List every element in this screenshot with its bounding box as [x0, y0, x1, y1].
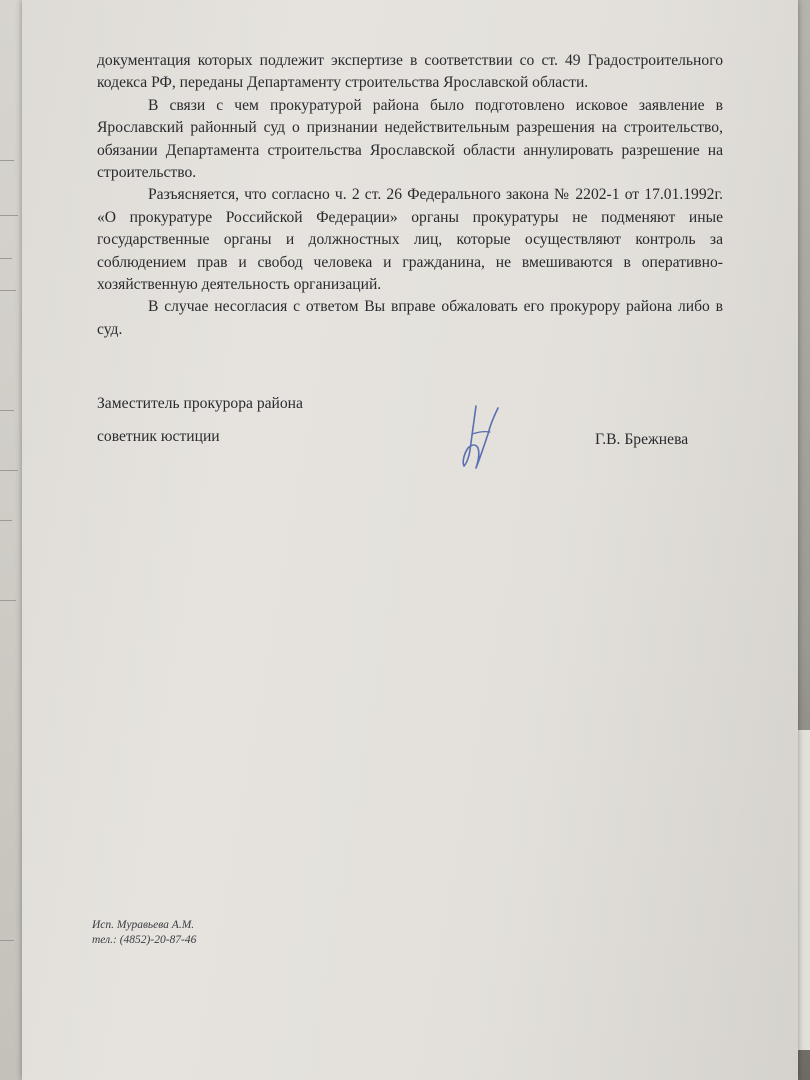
paper-edge-line	[0, 410, 14, 411]
executor-phone: тел.: (4852)-20-87-46	[92, 934, 197, 946]
letter-paragraph: документация которых подлежит экспертизе в соответствии со ст. 49 Градостроительного кодекса РФ, переданы Департаменту строительства Ярославской области.	[97, 52, 723, 92]
signatory-rank: советник юстиции	[97, 428, 220, 445]
signatory-name: Г.В. Брежнева	[595, 431, 689, 448]
executor-name: Исп. Муравьева А.М.	[92, 919, 195, 931]
paper-edge-line	[0, 215, 18, 216]
letter-body	[97, 50, 723, 341]
handwritten-signature	[436, 398, 508, 478]
executor-info	[92, 918, 196, 948]
paper-edge-line	[0, 470, 18, 471]
signatory-position: Заместитель прокурора района	[97, 395, 303, 412]
paper-edge-line	[0, 290, 16, 291]
paper-edge-line	[0, 520, 12, 521]
letter-paragraph: В случае несогласия с ответом Вы вправе обжаловать его прокурору района либо в суд.	[97, 298, 723, 338]
paper-edge-line	[0, 940, 14, 941]
letter-paragraph: Разъясняется, что согласно ч. 2 ст. 26 Федерального закона № 2202-1 от 17.01.1992г. «О прокуратуре Российской Федерации» органы прокуратуры не подменяют иные государственные органы и должностных лиц, которые осуществляют контроль за соблюдением прав и свобод человека и гражданина, не вмешиваются в оперативно-хозяйственную деятельность организаций.	[97, 186, 723, 294]
paper-edge-line	[0, 258, 12, 259]
paper-edge-line	[0, 600, 16, 601]
paper-edge-line	[0, 160, 14, 161]
letter-paragraph: В связи с чем прокуратурой района было подготовлено исковое заявление в Ярославский районный суд о признании недействительным разрешения на строительство, обязании Департамента строительства Ярославской области аннулировать разрешение на строительство.	[97, 96, 723, 182]
